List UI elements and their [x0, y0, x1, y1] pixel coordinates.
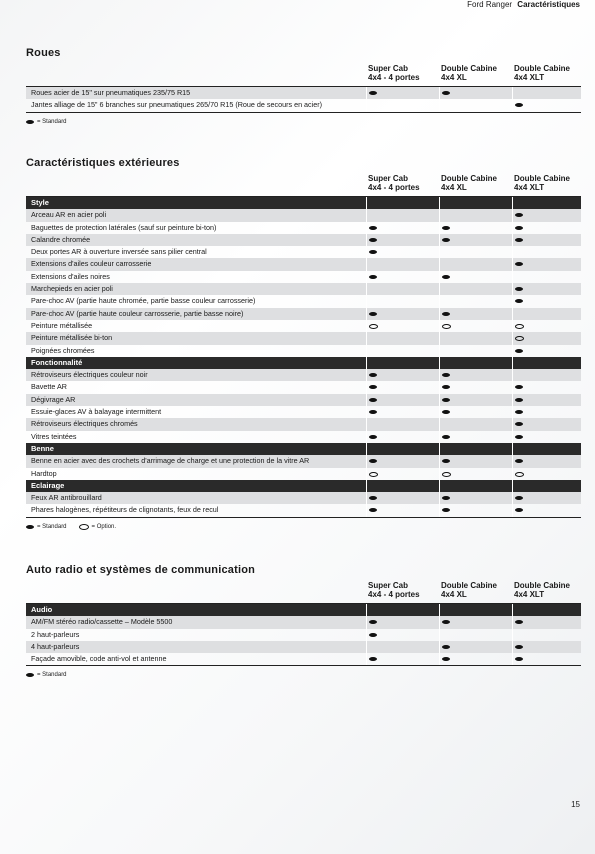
category-label: Eclairage — [31, 480, 65, 490]
column-separator — [512, 381, 513, 393]
column-separator — [366, 381, 367, 393]
column-separator — [366, 480, 367, 492]
standard-marker-icon — [515, 508, 523, 512]
column-separator — [366, 87, 367, 99]
header-model: Ford Ranger — [467, 0, 513, 9]
column-separator — [512, 480, 513, 492]
legend-option-text: = Option. — [91, 523, 117, 530]
table-row — [26, 99, 581, 111]
column-separator — [512, 308, 513, 320]
standard-marker-icon — [515, 398, 523, 402]
column-separator — [439, 197, 440, 209]
table-bottom-rule — [26, 112, 581, 113]
column-separator — [512, 369, 513, 381]
column-separator — [439, 345, 440, 357]
table-row — [26, 653, 581, 665]
column-header-line2: 4x4 XLT — [514, 73, 545, 82]
standard-marker-icon — [369, 633, 377, 637]
column-separator — [439, 283, 440, 295]
standard-marker-icon — [515, 103, 523, 107]
column-separator — [366, 468, 367, 480]
feature-label: Marchepieds en acier poli — [31, 284, 113, 294]
standard-marker-icon — [442, 373, 450, 377]
section-exterieures — [26, 157, 581, 530]
column-separator — [439, 604, 440, 616]
legend-standard-text: = Standard — [37, 523, 67, 530]
column-separator — [439, 616, 440, 628]
standard-marker-icon — [515, 213, 523, 217]
column-separator — [512, 406, 513, 418]
column-header-line1: Double Cabine — [441, 64, 498, 73]
column-header-line2: 4x4 XL — [441, 183, 467, 192]
table-row — [26, 381, 581, 393]
legend-standard-text: = Standard — [37, 672, 67, 679]
table-bottom-rule — [26, 665, 581, 666]
spec-table — [26, 196, 581, 517]
table-row — [26, 271, 581, 283]
standard-marker-icon — [26, 525, 34, 529]
table-row — [26, 246, 581, 258]
feature-label: Vitres teintées — [31, 431, 77, 441]
column-separator — [512, 246, 513, 258]
standard-marker-icon — [369, 91, 377, 95]
column-separator — [439, 455, 440, 467]
standard-marker-icon — [369, 620, 377, 624]
option-marker-icon — [369, 472, 378, 477]
column-separator — [366, 295, 367, 307]
column-header-line1: Double Cabine — [514, 581, 571, 590]
column-separator — [366, 504, 367, 516]
column-separator — [439, 258, 440, 270]
column-separator — [366, 629, 367, 641]
standard-marker-icon — [515, 385, 523, 389]
standard-marker-icon — [442, 238, 450, 242]
column-header — [368, 64, 440, 82]
column-separator — [366, 271, 367, 283]
column-separator — [366, 345, 367, 357]
feature-label: Rétroviseurs électriques chromés — [31, 419, 138, 429]
standard-marker-icon — [369, 410, 377, 414]
table-row — [26, 320, 581, 332]
table-row — [26, 209, 581, 221]
column-separator — [366, 234, 367, 246]
standard-marker-icon — [26, 673, 34, 677]
standard-marker-icon — [442, 398, 450, 402]
table-bottom-rule — [26, 517, 581, 518]
feature-label: Baguettes de protection latérales (sauf sur peinture bi-ton) — [31, 222, 217, 232]
table-row — [26, 431, 581, 443]
column-separator — [439, 641, 440, 653]
feature-label: Phares halogènes, répétiteurs de clignotants, feux de recul — [31, 505, 219, 515]
standard-marker-icon — [369, 250, 377, 254]
standard-marker-icon — [369, 226, 377, 230]
table-row — [26, 345, 581, 357]
column-separator — [366, 283, 367, 295]
column-separator — [512, 345, 513, 357]
column-separator — [512, 443, 513, 455]
standard-marker-icon — [442, 435, 450, 439]
feature-label: Rétroviseurs électriques couleur noir — [31, 370, 148, 380]
spec-table — [26, 86, 581, 112]
legend — [26, 119, 581, 125]
column-header — [368, 581, 440, 599]
table-row — [26, 222, 581, 234]
feature-label: Peinture métallisée bi-ton — [31, 333, 113, 343]
column-separator — [512, 258, 513, 270]
table-row — [26, 87, 581, 99]
column-separator — [439, 246, 440, 258]
column-separator — [512, 234, 513, 246]
column-header-line2: 4x4 - 4 portes — [368, 183, 420, 192]
standard-marker-icon — [369, 238, 377, 242]
standard-marker-icon — [515, 226, 523, 230]
category-label: Benne — [31, 443, 54, 453]
column-header-line1: Double Cabine — [441, 581, 498, 590]
standard-marker-icon — [369, 459, 377, 463]
feature-label: AM/FM stéréo radio/cassette – Modèle 5500 — [31, 617, 173, 627]
standard-marker-icon — [515, 287, 523, 291]
standard-marker-icon — [369, 496, 377, 500]
column-separator — [439, 295, 440, 307]
column-header-line2: 4x4 - 4 portes — [368, 590, 420, 599]
feature-label: 2 haut-parleurs — [31, 629, 80, 639]
standard-marker-icon — [442, 645, 450, 649]
standard-marker-icon — [442, 410, 450, 414]
standard-marker-icon — [515, 657, 523, 661]
category-row — [26, 604, 581, 616]
spec-table — [26, 603, 581, 665]
column-separator — [512, 468, 513, 480]
column-header — [441, 581, 513, 599]
standard-marker-icon — [442, 620, 450, 624]
column-separator — [366, 320, 367, 332]
option-marker-icon — [369, 324, 378, 329]
standard-marker-icon — [515, 459, 523, 463]
column-separator — [512, 209, 513, 221]
column-separator — [439, 443, 440, 455]
table-row — [26, 283, 581, 295]
option-marker-icon — [515, 472, 524, 477]
column-separator — [366, 455, 367, 467]
column-header-line1: Double Cabine — [514, 64, 571, 73]
category-row — [26, 197, 581, 209]
column-header-line1: Super Cab — [368, 581, 409, 590]
column-separator — [366, 653, 367, 665]
standard-marker-icon — [515, 435, 523, 439]
table-row — [26, 629, 581, 641]
feature-label: Deux portes AR à ouverture inversée sans pilier central — [31, 247, 207, 257]
column-separator — [512, 629, 513, 641]
feature-label: Jantes alliage de 15" 6 branches sur pneumatiques 265/70 R15 (Roue de secours en acier) — [31, 100, 323, 110]
standard-marker-icon — [369, 275, 377, 279]
column-separator — [366, 443, 367, 455]
column-separator — [366, 418, 367, 430]
column-header — [514, 64, 586, 82]
column-separator — [439, 653, 440, 665]
column-separator — [512, 641, 513, 653]
standard-marker-icon — [515, 349, 523, 353]
column-header-line2: 4x4 XL — [441, 73, 467, 82]
feature-label: Feux AR antibrouillard — [31, 493, 102, 503]
column-separator — [439, 406, 440, 418]
standard-marker-icon — [442, 275, 450, 279]
column-separator — [439, 209, 440, 221]
column-separator — [366, 357, 367, 369]
standard-marker-icon — [442, 508, 450, 512]
standard-marker-icon — [442, 312, 450, 316]
table-row — [26, 455, 581, 467]
column-separator — [439, 308, 440, 320]
option-marker-icon — [515, 336, 524, 341]
feature-label: Bavette AR — [31, 382, 67, 392]
column-separator — [439, 332, 440, 344]
category-label: Style — [31, 198, 49, 207]
column-separator — [512, 222, 513, 234]
standard-marker-icon — [369, 373, 377, 377]
column-separator — [512, 504, 513, 516]
column-separator — [512, 320, 513, 332]
standard-marker-icon — [442, 226, 450, 230]
column-separator — [366, 258, 367, 270]
column-separator — [512, 394, 513, 406]
standard-marker-icon — [369, 385, 377, 389]
standard-marker-icon — [369, 312, 377, 316]
column-separator — [512, 492, 513, 504]
section-title: Roues — [26, 47, 61, 59]
column-separator — [439, 99, 440, 111]
column-separator — [512, 332, 513, 344]
table-row — [26, 369, 581, 381]
column-separator — [366, 369, 367, 381]
table-row — [26, 504, 581, 516]
category-row — [26, 357, 581, 369]
column-headers — [26, 174, 581, 196]
column-separator — [439, 394, 440, 406]
table-row — [26, 394, 581, 406]
column-header-line1: Double Cabine — [514, 174, 571, 183]
column-header — [441, 64, 513, 82]
column-separator — [439, 87, 440, 99]
feature-label: Poignées chromées — [31, 345, 95, 355]
column-separator — [439, 431, 440, 443]
table-row — [26, 616, 581, 628]
feature-label: Pare-choc AV (partie haute chromée, partie basse couleur carrosserie) — [31, 296, 256, 306]
column-separator — [366, 406, 367, 418]
standard-marker-icon — [515, 620, 523, 624]
column-separator — [366, 246, 367, 258]
legend — [26, 524, 581, 530]
column-header-line2: 4x4 XLT — [514, 590, 545, 599]
option-marker-icon — [79, 524, 89, 530]
column-separator — [366, 492, 367, 504]
standard-marker-icon — [369, 508, 377, 512]
column-separator — [439, 504, 440, 516]
column-separator — [512, 87, 513, 99]
table-row — [26, 406, 581, 418]
column-separator — [512, 283, 513, 295]
table-row — [26, 418, 581, 430]
column-separator — [439, 492, 440, 504]
column-header-line2: 4x4 XL — [441, 590, 467, 599]
column-header — [514, 174, 586, 192]
column-header — [368, 174, 440, 192]
column-header-line1: Super Cab — [368, 64, 409, 73]
column-separator — [366, 222, 367, 234]
column-headers — [26, 581, 581, 603]
feature-label: Façade amovible, code anti-vol et antenne — [31, 654, 167, 664]
column-separator — [366, 604, 367, 616]
standard-marker-icon — [442, 91, 450, 95]
column-separator — [512, 616, 513, 628]
feature-label: Peinture métallisée — [31, 320, 93, 330]
column-separator — [366, 308, 367, 320]
section-roues — [26, 47, 581, 125]
standard-marker-icon — [515, 645, 523, 649]
option-marker-icon — [442, 324, 451, 329]
feature-label: Extensions d'ailes couleur carrosserie — [31, 259, 152, 269]
standard-marker-icon — [515, 496, 523, 500]
standard-marker-icon — [515, 299, 523, 303]
feature-label: 4 haut-parleurs — [31, 641, 80, 651]
column-separator — [366, 332, 367, 344]
standard-marker-icon — [369, 657, 377, 661]
column-header-line1: Super Cab — [368, 174, 409, 183]
column-separator — [366, 394, 367, 406]
column-separator — [366, 431, 367, 443]
table-row — [26, 295, 581, 307]
feature-label: Benne en acier avec des crochets d'arrimage de charge et une protection de la vitre AR — [31, 456, 310, 466]
page-number: 15 — [571, 800, 580, 809]
column-separator — [439, 418, 440, 430]
table-row — [26, 234, 581, 246]
category-label: Audio — [31, 605, 53, 614]
column-headers — [26, 64, 581, 86]
column-separator — [512, 604, 513, 616]
feature-label: Roues acier de 15" sur pneumatiques 235/75 R15 — [31, 88, 191, 97]
category-row — [26, 443, 581, 455]
column-separator — [512, 418, 513, 430]
table-row — [26, 492, 581, 504]
column-header-line2: 4x4 XLT — [514, 183, 545, 192]
page-header — [467, 0, 580, 9]
column-separator — [439, 222, 440, 234]
column-header — [441, 174, 513, 192]
table-row — [26, 308, 581, 320]
column-separator — [512, 197, 513, 209]
column-separator — [439, 271, 440, 283]
standard-marker-icon — [515, 238, 523, 242]
option-marker-icon — [515, 324, 524, 329]
feature-label: Calandre chromée — [31, 234, 91, 244]
table-row — [26, 332, 581, 344]
standard-marker-icon — [515, 410, 523, 414]
standard-marker-icon — [369, 435, 377, 439]
section-title: Caractéristiques extérieures — [26, 157, 180, 169]
column-separator — [439, 381, 440, 393]
feature-label: Arceau AR en acier poli — [31, 210, 107, 220]
legend-standard-text: = Standard — [37, 118, 67, 125]
standard-marker-icon — [26, 120, 34, 124]
category-row — [26, 480, 581, 492]
feature-label: Dégivrage AR — [31, 394, 76, 404]
feature-label: Pare-choc AV (partie haute couleur carrosserie, partie basse noire) — [31, 308, 244, 318]
option-marker-icon — [442, 472, 451, 477]
standard-marker-icon — [442, 657, 450, 661]
standard-marker-icon — [442, 459, 450, 463]
column-separator — [512, 653, 513, 665]
legend — [26, 672, 581, 678]
column-separator — [512, 455, 513, 467]
standard-marker-icon — [442, 496, 450, 500]
column-header — [514, 581, 586, 599]
column-separator — [512, 99, 513, 111]
column-separator — [439, 468, 440, 480]
column-header-line2: 4x4 - 4 portes — [368, 73, 420, 82]
column-separator — [439, 234, 440, 246]
column-separator — [512, 271, 513, 283]
column-header-line1: Double Cabine — [441, 174, 498, 183]
column-separator — [512, 357, 513, 369]
table-row — [26, 641, 581, 653]
column-separator — [439, 357, 440, 369]
column-separator — [439, 320, 440, 332]
column-separator — [439, 480, 440, 492]
section-title: Auto radio et systèmes de communication — [26, 564, 256, 576]
column-separator — [512, 431, 513, 443]
column-separator — [512, 295, 513, 307]
table-row — [26, 468, 581, 480]
section-audio — [26, 564, 581, 678]
standard-marker-icon — [515, 422, 523, 426]
standard-marker-icon — [442, 385, 450, 389]
standard-marker-icon — [369, 398, 377, 402]
column-separator — [366, 616, 367, 628]
category-label: Fonctionnalité — [31, 357, 83, 367]
column-separator — [366, 99, 367, 111]
feature-label: Hardtop — [31, 468, 57, 478]
header-section: Caractéristiques — [517, 0, 580, 9]
column-separator — [439, 369, 440, 381]
feature-label: Extensions d'ailes noires — [31, 271, 110, 281]
column-separator — [366, 197, 367, 209]
standard-marker-icon — [515, 262, 523, 266]
table-row — [26, 258, 581, 270]
column-separator — [366, 641, 367, 653]
column-separator — [366, 209, 367, 221]
column-separator — [439, 629, 440, 641]
feature-label: Essuie-glaces AV à balayage intermittent — [31, 407, 162, 417]
